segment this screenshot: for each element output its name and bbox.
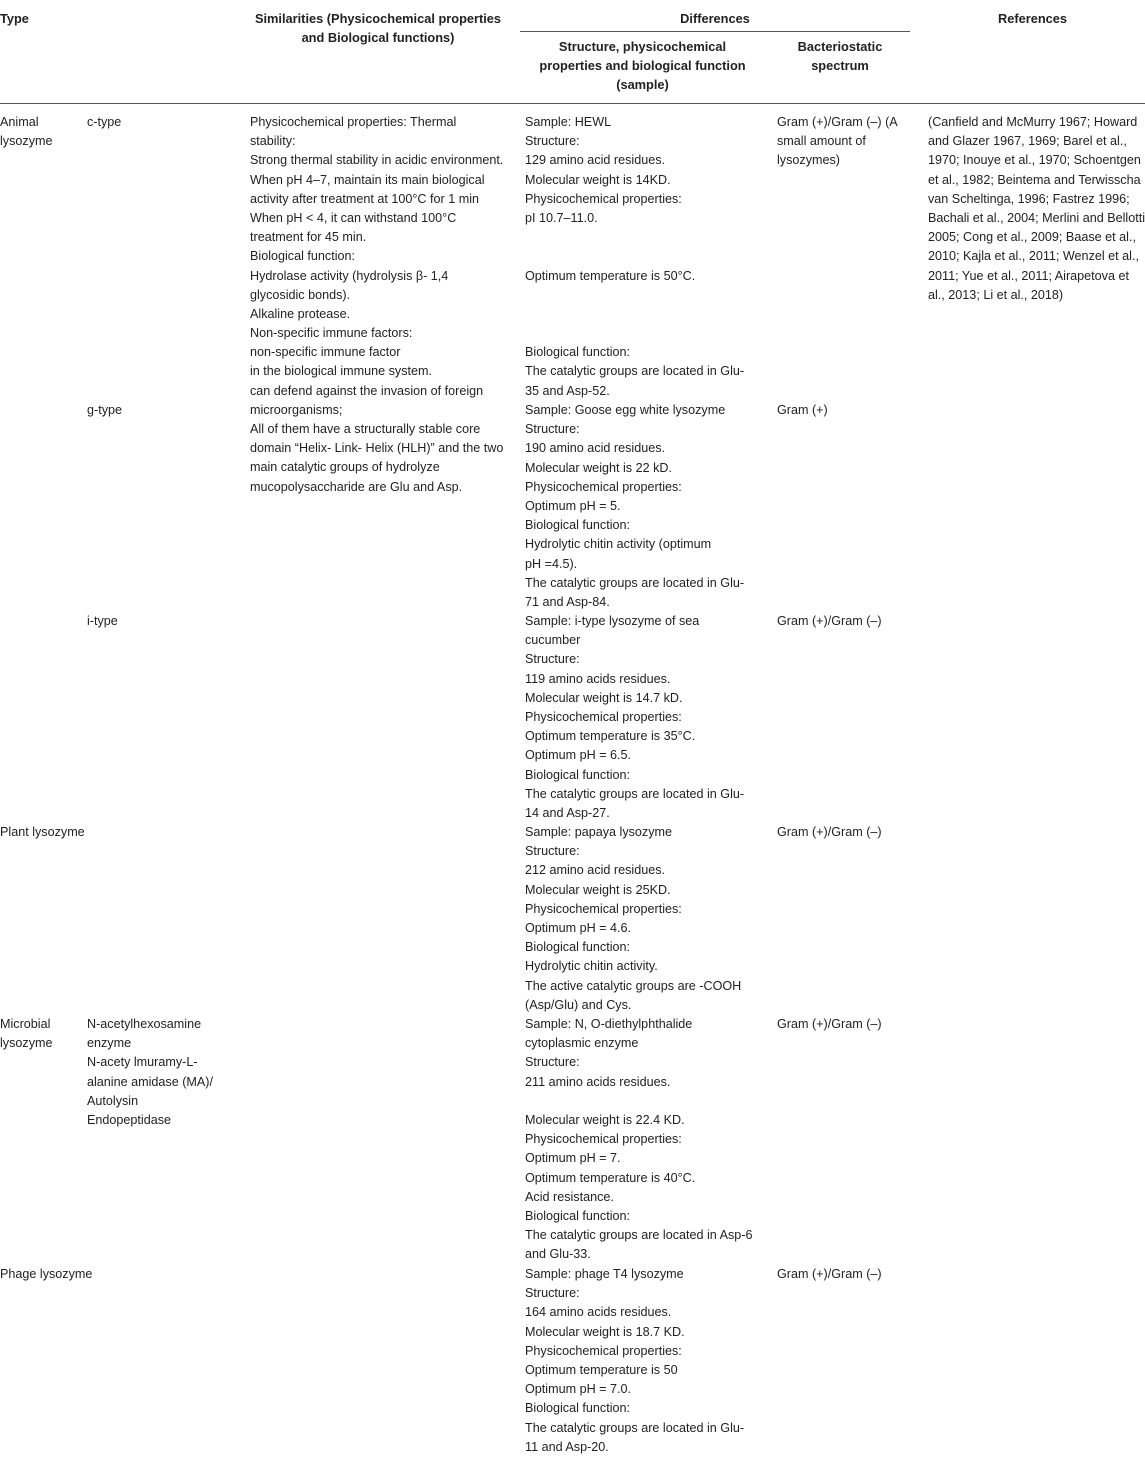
subtype-cell-ctype: [87, 113, 121, 132]
structure-line: Optimum pH = 7.: [525, 1151, 621, 1166]
structure-line: Hydrolytic chitin activity.: [525, 959, 658, 974]
structure-line: Biological function:: [525, 518, 631, 533]
structure-line: Physicochemical properties:: [525, 479, 682, 494]
structure-line: cytoplasmic enzyme: [525, 1036, 639, 1051]
subtype-cell-gtype: [87, 401, 122, 420]
subtype-text: Endopeptidase: [87, 1112, 172, 1127]
type-text: Animal: [0, 115, 39, 129]
type-text: Microbial: [0, 1017, 51, 1031]
structure-line: Biological function:: [525, 1401, 631, 1416]
structure-line: Structure:: [525, 134, 580, 149]
subtype-cell-microbial: [87, 1015, 213, 1130]
structure-line: Structure:: [525, 422, 580, 437]
header-structure-line-3: (sample): [616, 77, 669, 93]
references-line: 2011; Yue et al., 2011; Airapetova et: [928, 268, 1129, 283]
header-similarities: [248, 9, 508, 47]
structure-line: Acid resistance.: [525, 1189, 614, 1204]
structure-cell-gtype: [525, 401, 744, 612]
references-line: 2005; Cong et al., 2009; Baase et al.,: [928, 230, 1136, 245]
structure-line: Optimum temperature is 35°C.: [525, 729, 696, 744]
structure-line: (Asp/Glu) and Cys.: [525, 997, 632, 1012]
similarities-line: Hydrolase activity (hydrolysis β- 1,4: [250, 268, 449, 283]
structure-line: Sample: Goose egg white lysozyme: [525, 403, 726, 417]
references-cell-animal: [928, 113, 1145, 305]
spectrum-cell-ctype: [777, 113, 898, 171]
type-cell-phage: [0, 1265, 92, 1284]
structure-line: Sample: N, O-diethylphthalide: [525, 1017, 693, 1031]
subtype-text: g-type: [87, 403, 123, 417]
structure-line: 212 amino acid residues.: [525, 863, 666, 878]
header-bottom-rule: [0, 103, 1145, 104]
header-references: References: [997, 11, 1067, 26]
subtype-text: c-type: [87, 115, 122, 129]
structure-line: The catalytic groups are located in Asp-6: [525, 1228, 753, 1243]
structure-line: The catalytic groups are located in Glu-: [525, 1420, 745, 1435]
structure-line: 164 amino acids residues.: [525, 1305, 672, 1320]
references-line: Bachali et al., 2004; Merlini and Bellotti: [928, 210, 1145, 225]
structure-line: [525, 228, 744, 247]
type-cell-plant: [0, 823, 85, 842]
structure-line: Molecular weight is 22 kD.: [525, 460, 672, 475]
similarities-line: Strong thermal stability in acidic environment.: [250, 153, 504, 168]
structure-line: The catalytic groups are located in Glu-: [525, 575, 745, 590]
header-similarities-line-2: and Biological functions): [301, 30, 455, 46]
similarities-line: When pH < 4, it can withstand 100°C: [250, 210, 457, 225]
structure-line: Optimum pH = 7.0.: [525, 1382, 632, 1397]
structure-line: Structure:: [525, 1286, 580, 1301]
structure-line: pH =4.5).: [525, 556, 578, 571]
structure-line: Physicochemical properties:: [525, 901, 682, 916]
spectrum-line: Gram (+)/Gram (–): [777, 825, 882, 839]
references-line: et al., 1982; Beintema and Terwisscha: [928, 172, 1141, 187]
references-line: (Canfield and McMurry 1967; Howard: [928, 115, 1138, 129]
structure-line: Molecular weight is 14.7 kD.: [525, 690, 683, 705]
similarities-line: microorganisms;: [250, 402, 343, 417]
structure-line: Sample: i-type lysozyme of sea: [525, 614, 700, 628]
spectrum-line: Gram (+)/Gram (–) (A: [777, 115, 898, 129]
type-text: Plant lysozyme: [0, 825, 85, 839]
structure-line: The catalytic groups are located in Glu-: [525, 786, 745, 801]
header-structure-line-2: properties and biological function: [539, 58, 746, 74]
structure-line: The catalytic groups are located in Glu-: [525, 364, 745, 379]
structure-line: Optimum temperature is 50: [525, 1362, 678, 1377]
spectrum-cell-phage: [777, 1265, 882, 1284]
header-spectrum: [770, 37, 910, 75]
structure-line: Molecular weight is 18.7 KD.: [525, 1324, 685, 1339]
structure-line: Physicochemical properties:: [525, 1132, 682, 1147]
header-spectrum-line-2: spectrum: [811, 58, 869, 74]
structure-line: Molecular weight is 22.4 KD.: [525, 1112, 685, 1127]
header-structure: [520, 37, 765, 95]
type-cell-microbial: [0, 1015, 52, 1053]
structure-line: Physicochemical properties:: [525, 709, 682, 724]
subtype-text: N-acety lmuramy-L-: [87, 1055, 198, 1070]
structure-line: Optimum pH = 6.5.: [525, 748, 632, 763]
subtype-text: alanine amidase (MA)/: [87, 1074, 213, 1089]
subtype-text: i-type: [87, 614, 118, 628]
spectrum-line: small amount of: [777, 134, 866, 149]
structure-line: Optimum temperature is 50°C.: [525, 268, 696, 283]
references-line: 1970; Inouye et al., 1970; Schoentgen: [928, 153, 1141, 168]
subtype-cell-itype: [87, 612, 118, 631]
similarities-line: All of them have a structurally stable core: [250, 422, 481, 436]
spectrum-line: Gram (+)/Gram (–): [777, 614, 882, 628]
header-spectrum-line-1: Bacteriostatic: [797, 39, 883, 54]
structure-line: Structure:: [525, 844, 580, 859]
structure-line: 190 amino acid residues.: [525, 441, 666, 456]
similarities-line: Physicochemical properties: Thermal: [250, 115, 457, 129]
structure-cell-phage: [525, 1265, 744, 1457]
subtype-text: enzyme: [87, 1036, 132, 1051]
structure-line: Physicochemical properties:: [525, 191, 682, 206]
spectrum-cell-itype: [777, 612, 882, 631]
similarities-cell-animal: [250, 113, 503, 497]
header-similarities-line-1: Similarities (Physicochemical properties: [254, 11, 502, 26]
spectrum-cell-gtype: [777, 401, 828, 420]
structure-line: Biological function:: [525, 345, 631, 360]
structure-line: 35 and Asp-52.: [525, 383, 610, 398]
similarities-line: can defend against the invasion of foreign: [250, 383, 484, 398]
similarities-line: When pH 4–7, maintain its main biological: [250, 172, 485, 187]
spectrum-line: Gram (+)/Gram (–): [777, 1017, 882, 1031]
structure-line: [525, 324, 744, 343]
subtype-text: N-acetylhexosamine: [87, 1017, 202, 1031]
spectrum-cell-microbial: [777, 1015, 882, 1034]
structure-line: and Glu-33.: [525, 1247, 591, 1262]
structure-line: Biological function:: [525, 940, 631, 955]
structure-line: 71 and Asp-84.: [525, 594, 610, 609]
similarities-line: mucopolysaccharide are Glu and Asp.: [250, 479, 463, 494]
type-text: Phage lysozyme: [0, 1267, 93, 1281]
header-type: Type: [0, 11, 29, 26]
structure-line: 129 amino acid residues.: [525, 153, 666, 168]
structure-cell-itype: [525, 612, 744, 823]
structure-line: Molecular weight is 14KD.: [525, 172, 671, 187]
similarities-line: in the biological immune system.: [250, 364, 432, 379]
references-line: van Scheltinga, 1996; Fastrez 1996;: [928, 191, 1130, 206]
header-structure-line-1: Structure, physicochemical: [558, 39, 727, 54]
structure-line: Physicochemical properties:: [525, 1343, 682, 1358]
structure-line: Optimum temperature is 40°C.: [525, 1170, 696, 1185]
structure-line: Optimum pH = 5.: [525, 498, 621, 513]
structure-line: [525, 247, 744, 266]
similarities-line: main catalytic groups of hydrolyze: [250, 460, 440, 475]
type-cell-animal: [0, 113, 52, 151]
structure-line: Structure:: [525, 652, 580, 667]
structure-line: Biological function:: [525, 1208, 631, 1223]
type-text: lysozyme: [0, 134, 53, 149]
structure-line: [525, 305, 744, 324]
structure-line: Sample: phage T4 lysozyme: [525, 1267, 684, 1281]
structure-line: Sample: papaya lysozyme: [525, 825, 672, 839]
structure-cell-ctype: [525, 113, 744, 401]
structure-line: 119 amino acids residues.: [525, 671, 671, 686]
spectrum-cell-plant: [777, 823, 882, 842]
spectrum-line: Gram (+)/Gram (–): [777, 1267, 882, 1281]
header-differences: Differences: [680, 11, 750, 26]
type-text: lysozyme: [0, 1036, 53, 1051]
structure-line: 14 and Asp-27.: [525, 805, 610, 820]
similarities-line: non-specific immune factor: [250, 345, 401, 360]
similarities-line: treatment for 45 min.: [250, 230, 367, 245]
references-line: al., 2013; Li et al., 2018): [928, 287, 1064, 302]
structure-line: Sample: HEWL: [525, 115, 612, 129]
structure-line: Hydrolytic chitin activity (optimum: [525, 537, 712, 552]
references-line: 2010; Kajla et al., 2011; Wenzel et al.,: [928, 249, 1139, 264]
structure-line: Molecular weight is 25KD.: [525, 882, 671, 897]
structure-line: cucumber: [525, 633, 581, 648]
similarities-line: Alkaline protease.: [250, 306, 351, 321]
similarities-line: Non-specific immune factors:: [250, 326, 413, 341]
structure-line: Biological function:: [525, 767, 631, 782]
structure-cell-microbial: [525, 1015, 753, 1264]
structure-line: [525, 286, 744, 305]
structure-cell-plant: [525, 823, 741, 1015]
structure-line: Optimum pH = 4.6.: [525, 920, 632, 935]
similarities-line: domain “Helix- Link- Helix (HLH)” and the two: [250, 441, 504, 456]
similarities-line: Biological function:: [250, 249, 356, 264]
similarities-line: glycosidic bonds).: [250, 287, 351, 302]
structure-line: Structure:: [525, 1055, 580, 1070]
similarities-line: activity after treatment at 100°C for 1 min: [250, 191, 480, 206]
structure-line: The active catalytic groups are -COOH: [525, 978, 742, 993]
structure-line: 211 amino acids residues.: [525, 1074, 671, 1089]
references-line: and Glazer 1967, 1969; Barel et al.,: [928, 134, 1127, 149]
spectrum-line: lysozymes): [777, 153, 840, 168]
structure-line: pI 10.7–11.0.: [525, 210, 598, 225]
structure-line: [525, 1092, 753, 1111]
differences-underline: [520, 31, 910, 32]
similarities-line: stability:: [250, 134, 296, 149]
structure-line: 11 and Asp-20.: [525, 1439, 609, 1454]
subtype-text: Autolysin: [87, 1093, 139, 1108]
spectrum-line: Gram (+): [777, 403, 828, 417]
